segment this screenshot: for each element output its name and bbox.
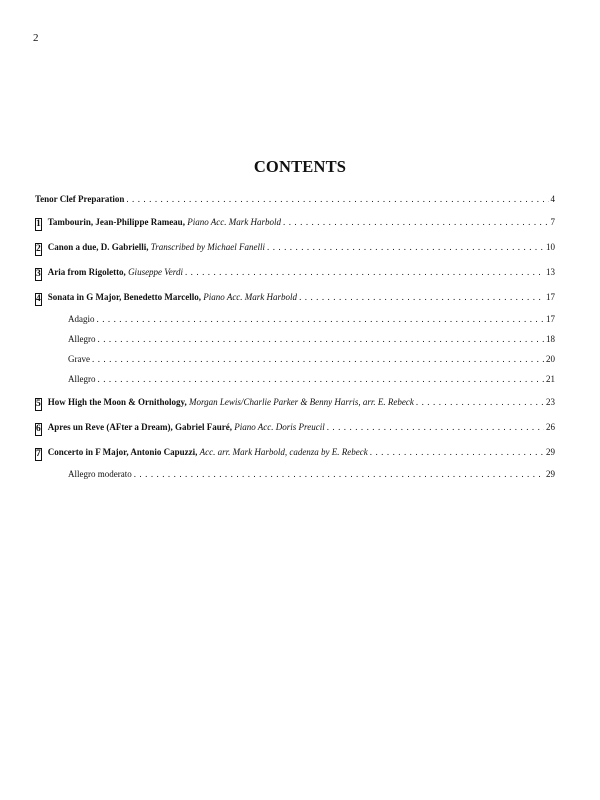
dot-leader [134,468,544,480]
toc-entry-title: Tenor Clef Preparation [35,194,125,204]
entry-number-box: 2 [36,244,41,254]
toc-subentry [35,353,555,365]
toc-page-number: 10 [546,242,555,252]
toc-entry-credit: Piano Acc. Mark Harbold [203,292,298,302]
toc-subentry-title: Adagio [68,314,95,324]
toc-page-number: 4 [550,194,555,204]
toc-page-number: 7 [550,217,555,227]
entry-number-box: 5 [36,399,41,409]
toc-page-number: 17 [546,314,555,324]
toc-entry-6 [35,421,555,435]
entry-number-box: 6 [36,424,41,434]
toc-entry-2 [35,241,555,255]
toc-subentry [35,313,555,325]
dot-leader [370,446,544,458]
toc-page-number: 17 [546,292,555,302]
dot-leader [327,421,544,433]
dot-leader [416,396,544,408]
dot-leader [185,266,544,278]
toc-entry-title: Aria from Rigoletto, [47,267,126,277]
entry-number-box: 1 [36,219,41,229]
toc-entry-title: Apres un Reve (AFter a Dream), Gabriel Fauré, [47,422,232,432]
toc-entry-title: Tambourin, Jean-Philippe Rameau, [47,217,185,227]
toc-entry-credit: Piano Acc. Mark Harbold [187,217,282,227]
toc-entry-4 [35,291,555,305]
dot-leader [283,216,548,228]
dot-leader [98,373,545,385]
toc-page-number: 21 [546,374,555,384]
toc-subentry [35,468,555,480]
toc-entry-credit: Morgan Lewis/Charlie Parker & Benny Harris, arr. E. Rebeck [189,397,414,407]
entry-number-box: 7 [36,449,41,459]
toc-page-number: 13 [546,267,555,277]
entry-number-box: 4 [36,294,41,304]
toc-page-number: 20 [546,354,555,364]
entry-number-box: 3 [36,269,41,279]
toc-entry-credit: Acc. arr. Mark Harbold, cadenza by E. Rebeck [199,447,368,457]
toc-entry-credit: Piano Acc. Doris Preucil [234,422,325,432]
toc-page-number: 29 [546,469,555,479]
page-title: CONTENTS [253,157,347,176]
toc-entry-title: Concerto in F Major, Antonio Capuzzi, [47,447,198,457]
table-of-contents [35,193,555,480]
toc-page-number: 18 [546,334,555,344]
toc-entry-title: Canon a due, D. Gabrielli, [47,242,149,252]
toc-page-number: 29 [546,447,555,457]
page-number: 2 [33,32,39,44]
toc-entry-credit: Giuseppe Verdi [128,267,183,277]
dot-leader [98,333,545,345]
dot-leader [126,193,548,205]
toc-subentry-title: Grave [68,354,90,364]
dot-leader [97,313,545,325]
dot-leader [92,353,544,365]
toc-entry-title: Sonata in G Major, Benedetto Marcello, [47,292,201,302]
toc-entry-3 [35,266,555,280]
toc-entry-5 [35,396,555,410]
toc-subentry-title: Allegro [68,374,96,384]
toc-subentry-title: Allegro [68,334,96,344]
toc-entry-title: How High the Moon & Ornithology, [47,397,187,407]
toc-entry-tenor-clef [35,193,555,205]
toc-subentry-title: Allegro moderato [68,469,132,479]
toc-page-number: 23 [546,397,555,407]
toc-page-number: 26 [546,422,555,432]
toc-subentry [35,373,555,385]
toc-subentry [35,333,555,345]
dot-leader [267,241,544,253]
dot-leader [299,291,544,303]
toc-entry-credit: Transcribed by Michael Fanelli [150,242,265,252]
toc-entry-1 [35,216,555,230]
toc-entry-7 [35,446,555,460]
